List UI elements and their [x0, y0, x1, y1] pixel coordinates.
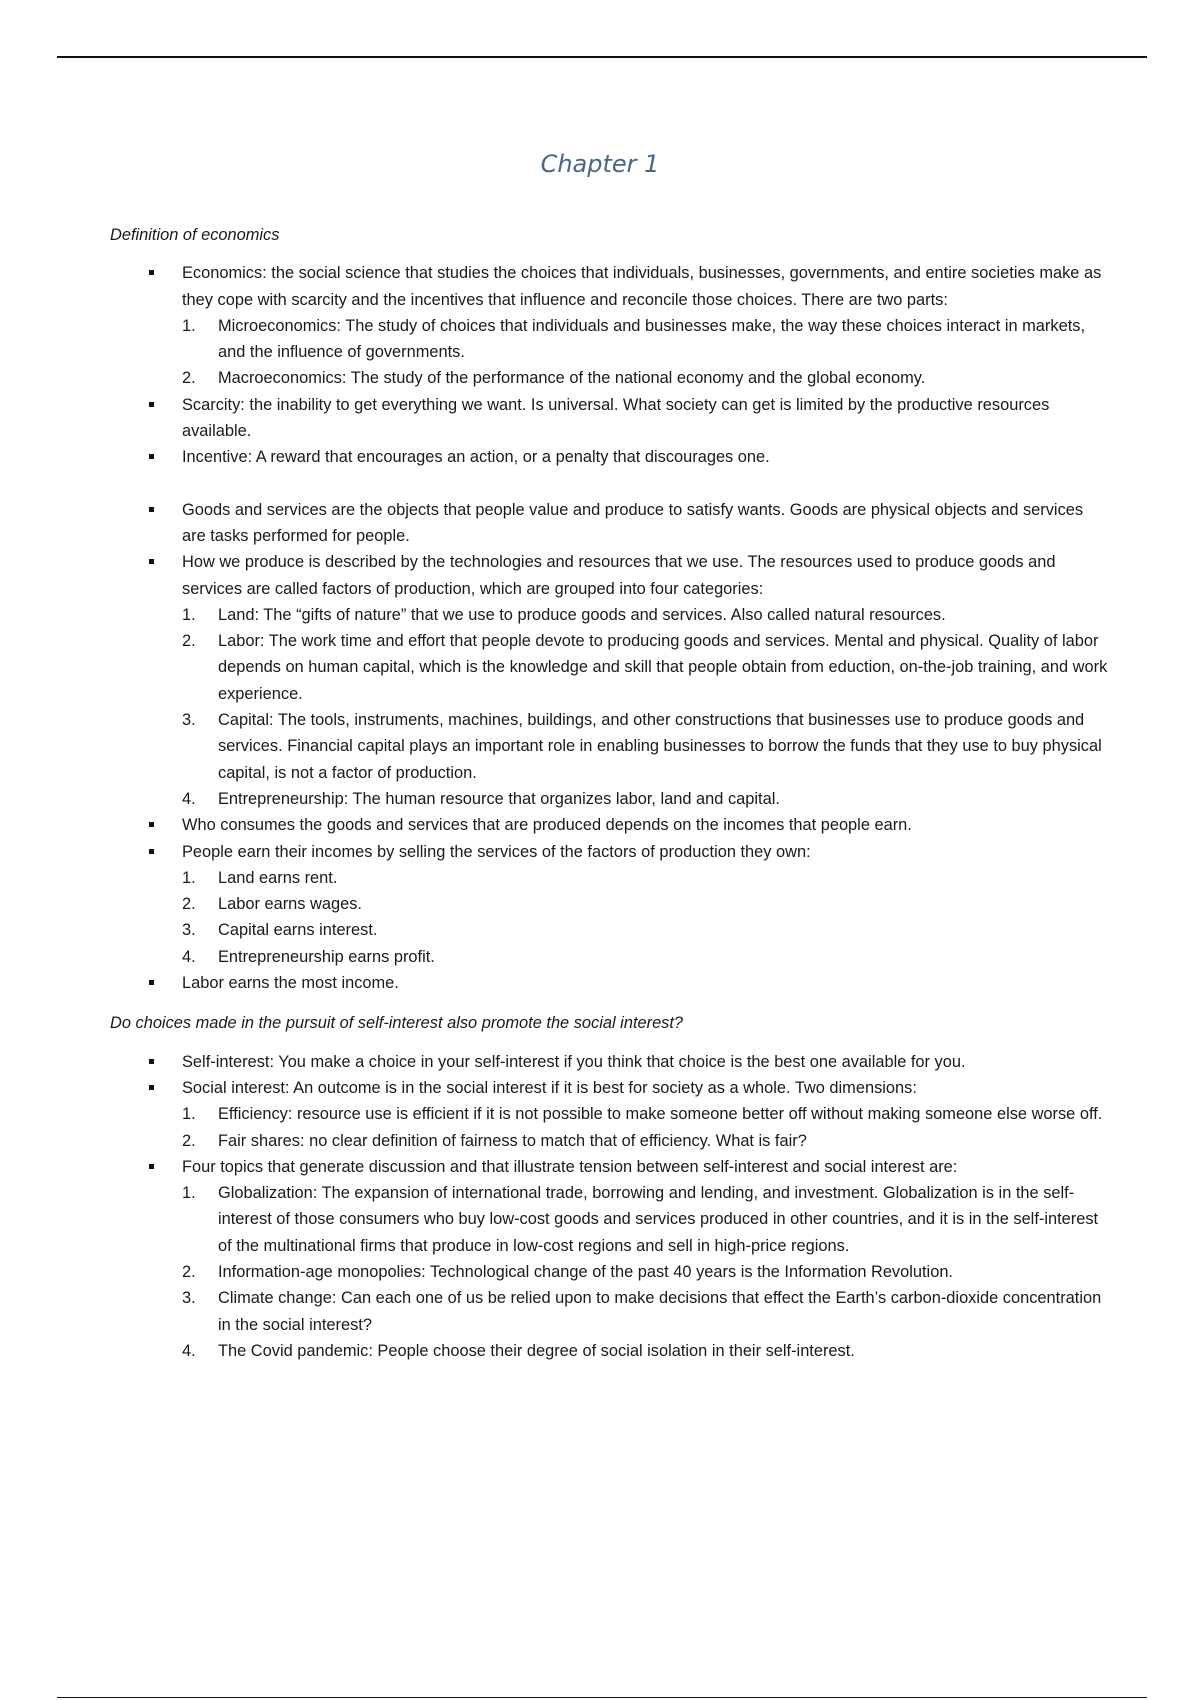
- numbered-item: [182, 628, 1110, 707]
- bullet-item-factors-of-production: [110, 549, 1110, 812]
- numbered-item: [182, 1338, 1110, 1364]
- numbered-item: [182, 313, 1110, 366]
- item-text: Entrepreneurship earns profit.: [218, 947, 435, 966]
- bullet-text: How we produce is described by the technologies and resources that we use. The resources used to produce goods and services are called factors of production, which are grouped into four categories:: [182, 553, 1056, 598]
- item-number: 2.: [182, 1262, 196, 1281]
- bullet-text: Social interest: An outcome is in the social interest if it is best for society as a whole. Two dimensions:: [182, 1078, 917, 1097]
- item-number: 4.: [182, 1341, 196, 1360]
- bullet-text: Who consumes the goods and services that are produced depends on the incomes that people earn.: [182, 816, 912, 835]
- item-number: 2.: [182, 1131, 196, 1150]
- item-number: 3.: [182, 1289, 196, 1308]
- numbered-item: [182, 944, 1110, 970]
- numbered-item: [182, 1259, 1110, 1285]
- bullet-item-economics: [110, 260, 1110, 391]
- bullet-item-scarcity: [110, 392, 1110, 445]
- item-text: Climate change: Can each one of us be relied upon to make decisions that effect the Earth’s carbon-dioxide concentration in the social interest?: [218, 1289, 1102, 1334]
- item-number: 1.: [182, 1184, 196, 1203]
- numbered-item: [182, 786, 1110, 812]
- item-number: 2.: [182, 632, 196, 651]
- numbered-sublist: [182, 313, 1110, 392]
- item-text: Entrepreneurship: The human resource that organizes labor, land and capital.: [218, 789, 780, 808]
- item-text: Information-age monopolies: Technological change of the past 40 years is the Information Revolution.: [218, 1262, 953, 1281]
- numbered-item: [182, 1180, 1110, 1259]
- numbered-sublist: [182, 1101, 1110, 1154]
- item-text: Efficiency: resource use is efficient if it is not possible to make someone better off without making someone else worse off.: [218, 1105, 1103, 1124]
- self-interest-bullet-list: [110, 1049, 1110, 1365]
- section-heading-self-interest: Do choices made in the pursuit of self-interest also promote the social interest?: [110, 1014, 684, 1033]
- item-text: Globalization: The expansion of international trade, borrowing and lending, and investment. Globalization is in the self-interest of those consumers who buy low-cost goods and services produced in other countries, and it is in the self-interest of the multinational firms that produce in low-cost regions and sell in high-price regions.: [218, 1184, 1099, 1255]
- numbered-item: [182, 1128, 1110, 1154]
- item-number: 4.: [182, 789, 196, 808]
- item-number: 3.: [182, 711, 196, 730]
- bullet-text: Self-interest: You make a choice in your self-interest if you think that choice is the best one available for you.: [182, 1052, 966, 1071]
- numbered-sublist: [182, 602, 1110, 812]
- bullet-text: Economics: the social science that studies the choices that individuals, businesses, governments, and entire societies make as they cope with scarcity and the incentives that influence and reconcile those choices. There are two parts:: [182, 264, 1102, 309]
- numbered-item: [182, 891, 1110, 917]
- item-text: Land earns rent.: [218, 868, 338, 887]
- item-number: 2.: [182, 895, 196, 914]
- numbered-item: [182, 865, 1110, 891]
- definition-bullet-list: [110, 260, 1110, 996]
- bullet-item-four-topics: [110, 1154, 1110, 1364]
- item-text: The Covid pandemic: People choose their degree of social isolation in their self-interest.: [218, 1341, 855, 1360]
- numbered-item: [182, 602, 1110, 628]
- bullet-item-labor-income: [110, 970, 1110, 996]
- bullet-text: People earn their incomes by selling the services of the factors of production they own:: [182, 842, 811, 861]
- bullet-item-self-interest: [110, 1049, 1110, 1075]
- item-text: Fair shares: no clear definition of fairness to match that of efficiency. What is fair?: [218, 1131, 807, 1150]
- numbered-sublist: [182, 865, 1110, 970]
- numbered-sublist: [182, 1180, 1110, 1364]
- bullet-text: Goods and services are the objects that people value and produce to satisfy wants. Goods are physical objects and services are tasks performed for people.: [182, 500, 1084, 545]
- bullet-text: Scarcity: the inability to get everything we want. Is universal. What society can get is limited by the productive resources available.: [182, 395, 1050, 441]
- bullet-item-consumption: [110, 812, 1110, 838]
- bullet-item-goods-services: [110, 497, 1110, 550]
- numbered-item: [182, 707, 1110, 786]
- bullet-text: Incentive: A reward that encourages an action, or a penalty that discourages one.: [182, 448, 770, 467]
- item-number: 1.: [182, 316, 196, 335]
- bullet-item-incomes: [110, 839, 1110, 970]
- bullet-item-incentive: [110, 444, 1110, 470]
- item-text: Capital earns interest.: [218, 921, 378, 940]
- item-text: Capital: The tools, instruments, machines, buildings, and other constructions that businesses use to produce goods and services. Financial capital plays an important role in enabling businesses to borrow the funds that they use to buy physical capital, is not a factor of production.: [218, 711, 1102, 782]
- top-rule: [57, 56, 1147, 58]
- item-text: Labor: The work time and effort that people devote to producing goods and services. Mental and physical. Quality of labor depends on human capital, which is the knowledge and skill that people obtain from eduction, on-the-job training, and work experience.: [218, 632, 1108, 703]
- bullet-text: Labor earns the most income.: [182, 974, 399, 993]
- bullet-item-social-interest: [110, 1075, 1110, 1154]
- item-number: 4.: [182, 947, 196, 966]
- item-text: Macroeconomics: The study of the performance of the national economy and the global economy.: [218, 369, 926, 388]
- section-heading-definition: Definition of economics: [110, 226, 280, 244]
- item-number: 1.: [182, 868, 196, 887]
- chapter-title: Chapter 1: [540, 150, 660, 178]
- item-text: Labor earns wages.: [218, 895, 362, 914]
- item-number: 1.: [182, 1105, 196, 1124]
- item-number: 3.: [182, 921, 196, 940]
- numbered-item: [182, 917, 1110, 943]
- item-text: Microeconomics: The study of choices that individuals and businesses make, the way these choices interact in markets, and the influence of governments.: [218, 316, 1085, 362]
- item-number: 2.: [182, 369, 196, 388]
- numbered-item: [182, 1285, 1110, 1338]
- document-body: [110, 222, 1110, 1364]
- item-text: Land: The “gifts of nature” that we use to produce goods and services. Also called natural resources.: [218, 605, 946, 624]
- numbered-item: [182, 365, 1110, 391]
- item-number: 1.: [182, 605, 196, 624]
- numbered-item: [182, 1101, 1110, 1127]
- bottom-rule: [57, 1697, 1147, 1698]
- bullet-text: Four topics that generate discussion and that illustrate tension between self-interest and social interest are:: [182, 1157, 958, 1176]
